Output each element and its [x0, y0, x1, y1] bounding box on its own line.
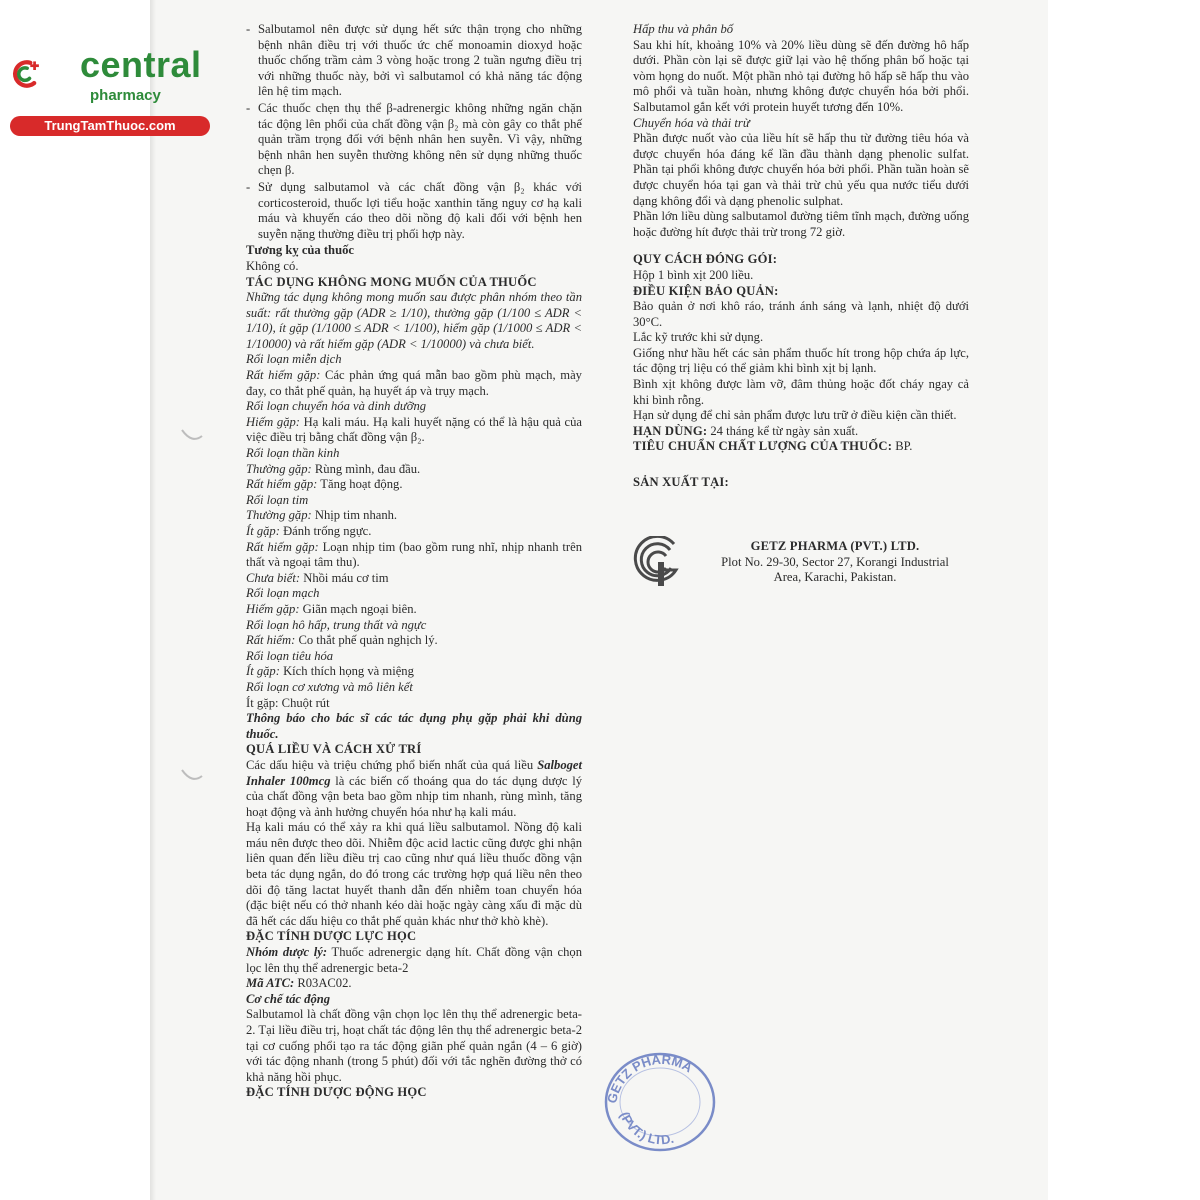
expiry: HẠN DÙNG: 24 tháng kể từ ngày sản xuất.: [633, 423, 859, 438]
overdose-heading: QUÁ LIỀU VÀ CÁCH XỬ TRÍ: [246, 742, 422, 757]
brand-subtitle: pharmacy: [90, 87, 161, 104]
brand-name: central: [80, 44, 202, 85]
metabolism-label: Chuyển hóa và thải trừ: [633, 115, 750, 130]
manufacturer-address-line: Plot No. 29-30, Sector 27, Korangi Industrial: [721, 554, 949, 569]
bullet-item: - Salbutamol nên được sử dụng hết sức thận trọng cho những bệnh nhân điều trị với thuốc ức chế monoamin dioxyd hoặc thuốc chống trầm cảm 3 vòng hoặc trong 2 tuần ngưng điều trị với những thuốc này, bởi vì salbutamol có khả năng tác động lên hệ tim mạch.: [246, 22, 582, 99]
adr-item: Ít gặp: Chuột rút: [246, 695, 330, 710]
adr-item: Chưa biết: Nhồi máu cơ tim: [246, 570, 389, 585]
storage-line: Hạn sử dụng để chỉ sản phẩm được lưu trữ ở điều kiện cần thiết.: [633, 408, 957, 423]
right-column: [633, 22, 969, 491]
manufacturer-name: GETZ PHARMA (PVT.) LTD.: [750, 539, 920, 553]
stamp-bottom-text: (PVT.) LTD.: [617, 1109, 676, 1148]
absorption-label: Hấp thu và phân bố: [633, 22, 734, 36]
notify-doctor-note: Thông báo cho bác sĩ các tác dụng phụ gặp phải khi dùng thuốc.: [246, 711, 582, 741]
storage-line: Bảo quản ở nơi khô ráo, tránh ánh sáng và lạnh, nhiệt độ dưới 30°C.: [633, 299, 969, 329]
pharmacologic-group: Nhóm dược lý: Thuốc adrenergic dạng hít. Chất đồng vận chọn lọc lên thụ thể adrenergic beta-2: [246, 945, 582, 975]
storage-line: Bình xịt không được làm vỡ, đâm thủng hoặc đốt cháy ngay cả khi bình rỗng.: [633, 377, 969, 407]
adr-group-title: Rối loạn chuyển hóa và dinh dưỡng: [246, 399, 427, 414]
absorption-text: Sau khi hít, khoảng 10% và 20% liều dùng sẽ đến đường hô hấp dưới. Phần còn lại sẽ được giữ lại vào hệ thống phân bố hoặc tại vòm họng do nuốt. Một phần nhỏ tại đường hô hấp sẽ hấp thu vào mô phổi và tuần hoàn, nhưng không được chuyển hóa bởi phổi. Salbutamol gắn kết với protein huyết tương đến 10%.: [633, 37, 969, 114]
storage-line: Lắc kỹ trước khi sử dụng.: [633, 330, 764, 345]
adr-group-title: Rối loạn hô hấp, trung thất và ngực: [246, 617, 427, 632]
adr-item: Thường gặp: Nhịp tim nhanh.: [246, 508, 398, 523]
interaction-heading: Tương kỵ của thuốc: [246, 243, 354, 258]
packaging-text: Hộp 1 bình xịt 200 liều.: [633, 267, 754, 282]
storage-line: Giống như hầu hết các sản phẩm thuốc hít trong hộp chứa áp lực, tác động trị liệu có thể giảm khi bình xịt bị lạnh.: [633, 345, 969, 376]
manufacturer-address: [705, 539, 965, 586]
pharmacokinetics-heading: ĐẶC TÍNH DƯỢC ĐỘNG HỌC: [246, 1085, 427, 1100]
mechanism-label: Cơ chế tác động: [246, 991, 331, 1006]
manufacturer-address-line: Area, Karachi, Pakistan.: [773, 570, 897, 585]
bullet-item: - Sử dụng salbutamol và các chất đồng vận β₂ khác với corticosteroid, thuốc lợi tiểu hoặc xanthin tăng nguy cơ hạ kali máu và khuyến cáo theo dõi nồng độ kali đối với bệnh hen suyễn nặng thường điều trị phối hợp này.: [246, 179, 582, 241]
adr-group-title: Rối loạn tim: [246, 492, 309, 507]
mechanism-text: Salbutamol là chất đồng vận chọn lọc lên thụ thể adrenergic beta-2. Tại liều điều trị, hoạt chất tác động lên thụ thể adrenergic beta-2 tại cơ cuống phổi tạo ra tác động giãn phế quản ngắn (4 – 6 giờ) với tác động nhanh (trong 5 phút) đối với tắc nghẽn đường thở có khả năng hồi phục.: [246, 1007, 582, 1084]
atc-code: Mã ATC: R03AC02.: [246, 976, 352, 991]
adr-item: Rất hiếm gặp: Loạn nhịp tim (bao gồm rung nhĩ, nhịp nhanh trên thất và ngoại tâm thu).: [246, 539, 582, 570]
quality-standard: TIÊU CHUẨN CHẤT LƯỢNG CỦA THUỐC: BP.: [633, 439, 913, 454]
pharmacodynamics-heading: ĐẶC TÍNH DƯỢC LỰC HỌC: [246, 929, 417, 944]
overdose-paragraph: Các dấu hiệu và triệu chứng phổ biến nhất của quá liều Salboget Inhaler 100mcg là các biến cố thoáng qua do tác dụng dược lý của chất đồng vận beta bao gồm nhịp tim nhanh, rùng mình, tăng hoạt động và ảnh hưởng chuyển hóa như hạ kali máu.: [246, 757, 582, 819]
manufacturer-heading: SẢN XUẤT TẠI:: [633, 475, 729, 490]
company-stamp-icon: [602, 1048, 718, 1152]
getz-pharma-logo-icon: [630, 536, 680, 588]
adr-heading: TÁC DỤNG KHÔNG MONG MUỐN CỦA THUỐC: [246, 274, 537, 289]
adr-intro: Những tác dụng không mong muốn sau được phân nhóm theo tần suất: rất thường gặp (ADR ≥ 1/10), thường gặp (1/100 ≤ ADR < 1/10), ít gặp (1/1000 ≤ ADR < 1/100), hiếm gặp (1/1000 ≤ ADR < 1/10000) và rất hiếm gặp (ADR < 1/10000) và chưa biết.: [246, 290, 582, 351]
adr-item: Thường gặp: Rùng mình, đau đầu.: [246, 461, 421, 476]
adr-group-title: Rối loạn miễn dịch: [246, 352, 342, 367]
punch-hole-mark-icon: [180, 768, 204, 782]
adr-group-title: Rối loạn tiêu hóa: [246, 648, 334, 663]
left-column: [246, 22, 582, 1101]
stamp-top-text: GETZ PHARMA: [604, 1051, 696, 1105]
adr-item: Rất hiếm gặp: Các phản ứng quá mẫn bao gồm phù mạch, mày đay, co thắt phế quản, hạ huyết áp và trụy mạch.: [246, 368, 582, 398]
adr-item: Rất hiếm: Co thắt phế quản nghịch lý.: [246, 633, 438, 648]
adr-item: Hiếm gặp: Giãn mạch ngoại biên.: [246, 601, 417, 616]
pharmacy-cross-logo-icon: [10, 38, 90, 118]
adr-item: Rất hiếm gặp: Tăng hoạt động.: [246, 477, 403, 492]
adr-group-title: Rối loạn cơ xương và mô liên kết: [246, 679, 413, 694]
storage-heading: ĐIỀU KIỆN BẢO QUẢN:: [633, 283, 779, 298]
brand-website[interactable]: TrungTamThuoc.com: [10, 116, 210, 136]
adr-item: Ít gặp: Kích thích họng và miệng: [246, 664, 414, 679]
page-edge: [150, 0, 156, 1200]
overdose-paragraph: Hạ kali máu có thể xảy ra khi quá liều salbutamol. Nồng độ kali máu nên được theo dõi. Nhiễm độc acid lactic cũng được ghi nhận liên quan đến liều điều trị cao cũng như quá liều thuốc đồng vận beta tác dụng ngắn, do đó trong các trường hợp quá liều nên theo dõi độ tăng lactat huyết thanh dẫn đến nhiễm toan chuyển hóa (đặc biệt nếu có thở nhanh kéo dài hoặc ngày càng xấu đi mặc dù đã hết các dấu hiệu co thắt phế quản khác như thở khò khè).: [246, 820, 582, 928]
bullet-item: - Các thuốc chẹn thụ thể β-adrenergic không những ngăn chặn tác động lên phổi của chất đồng vận β₂ mà còn gây co thắt phế quản trầm trọng đối với bệnh nhân hen suyễn. Vì vậy, những bệnh nhân hen suyễn thường không nên sử dụng những thuốc chẹn β.: [246, 100, 582, 178]
adr-item: Hiếm gặp: Hạ kali máu. Hạ kali huyết nặng có thể là hậu quả của việc điều trị bằng chất đồng vận β₂.: [246, 414, 583, 445]
packaging-heading: QUY CÁCH ĐÓNG GÓI:: [633, 252, 778, 267]
metabolism-text: Phần được nuốt vào của liều hít sẽ hấp thu từ đường tiêu hóa và được chuyển hóa đáng kể lần đầu thành dạng phenolic sulfat. Phần tại phổi không được chuyển hóa bởi phổi. Phần tuần hoàn sẽ được chuyển hóa tại gan và thải trừ chủ yếu qua nước tiểu dưới dạng không đổi và dạng phenolic sulphat.: [633, 131, 969, 208]
adr-group-title: Rối loạn mạch: [246, 586, 320, 601]
metabolism-text: Phần lớn liều dùng salbutamol đường tiêm tĩnh mạch, đường uống hoặc đường hít được thải trừ trong 72 giờ.: [633, 209, 969, 239]
adr-item: Ít gặp: Đánh trống ngực.: [246, 524, 372, 538]
interaction-text: Không có.: [246, 258, 299, 273]
punch-hole-mark-icon: [180, 428, 204, 442]
adr-group-title: Rối loạn thần kinh: [246, 446, 340, 461]
